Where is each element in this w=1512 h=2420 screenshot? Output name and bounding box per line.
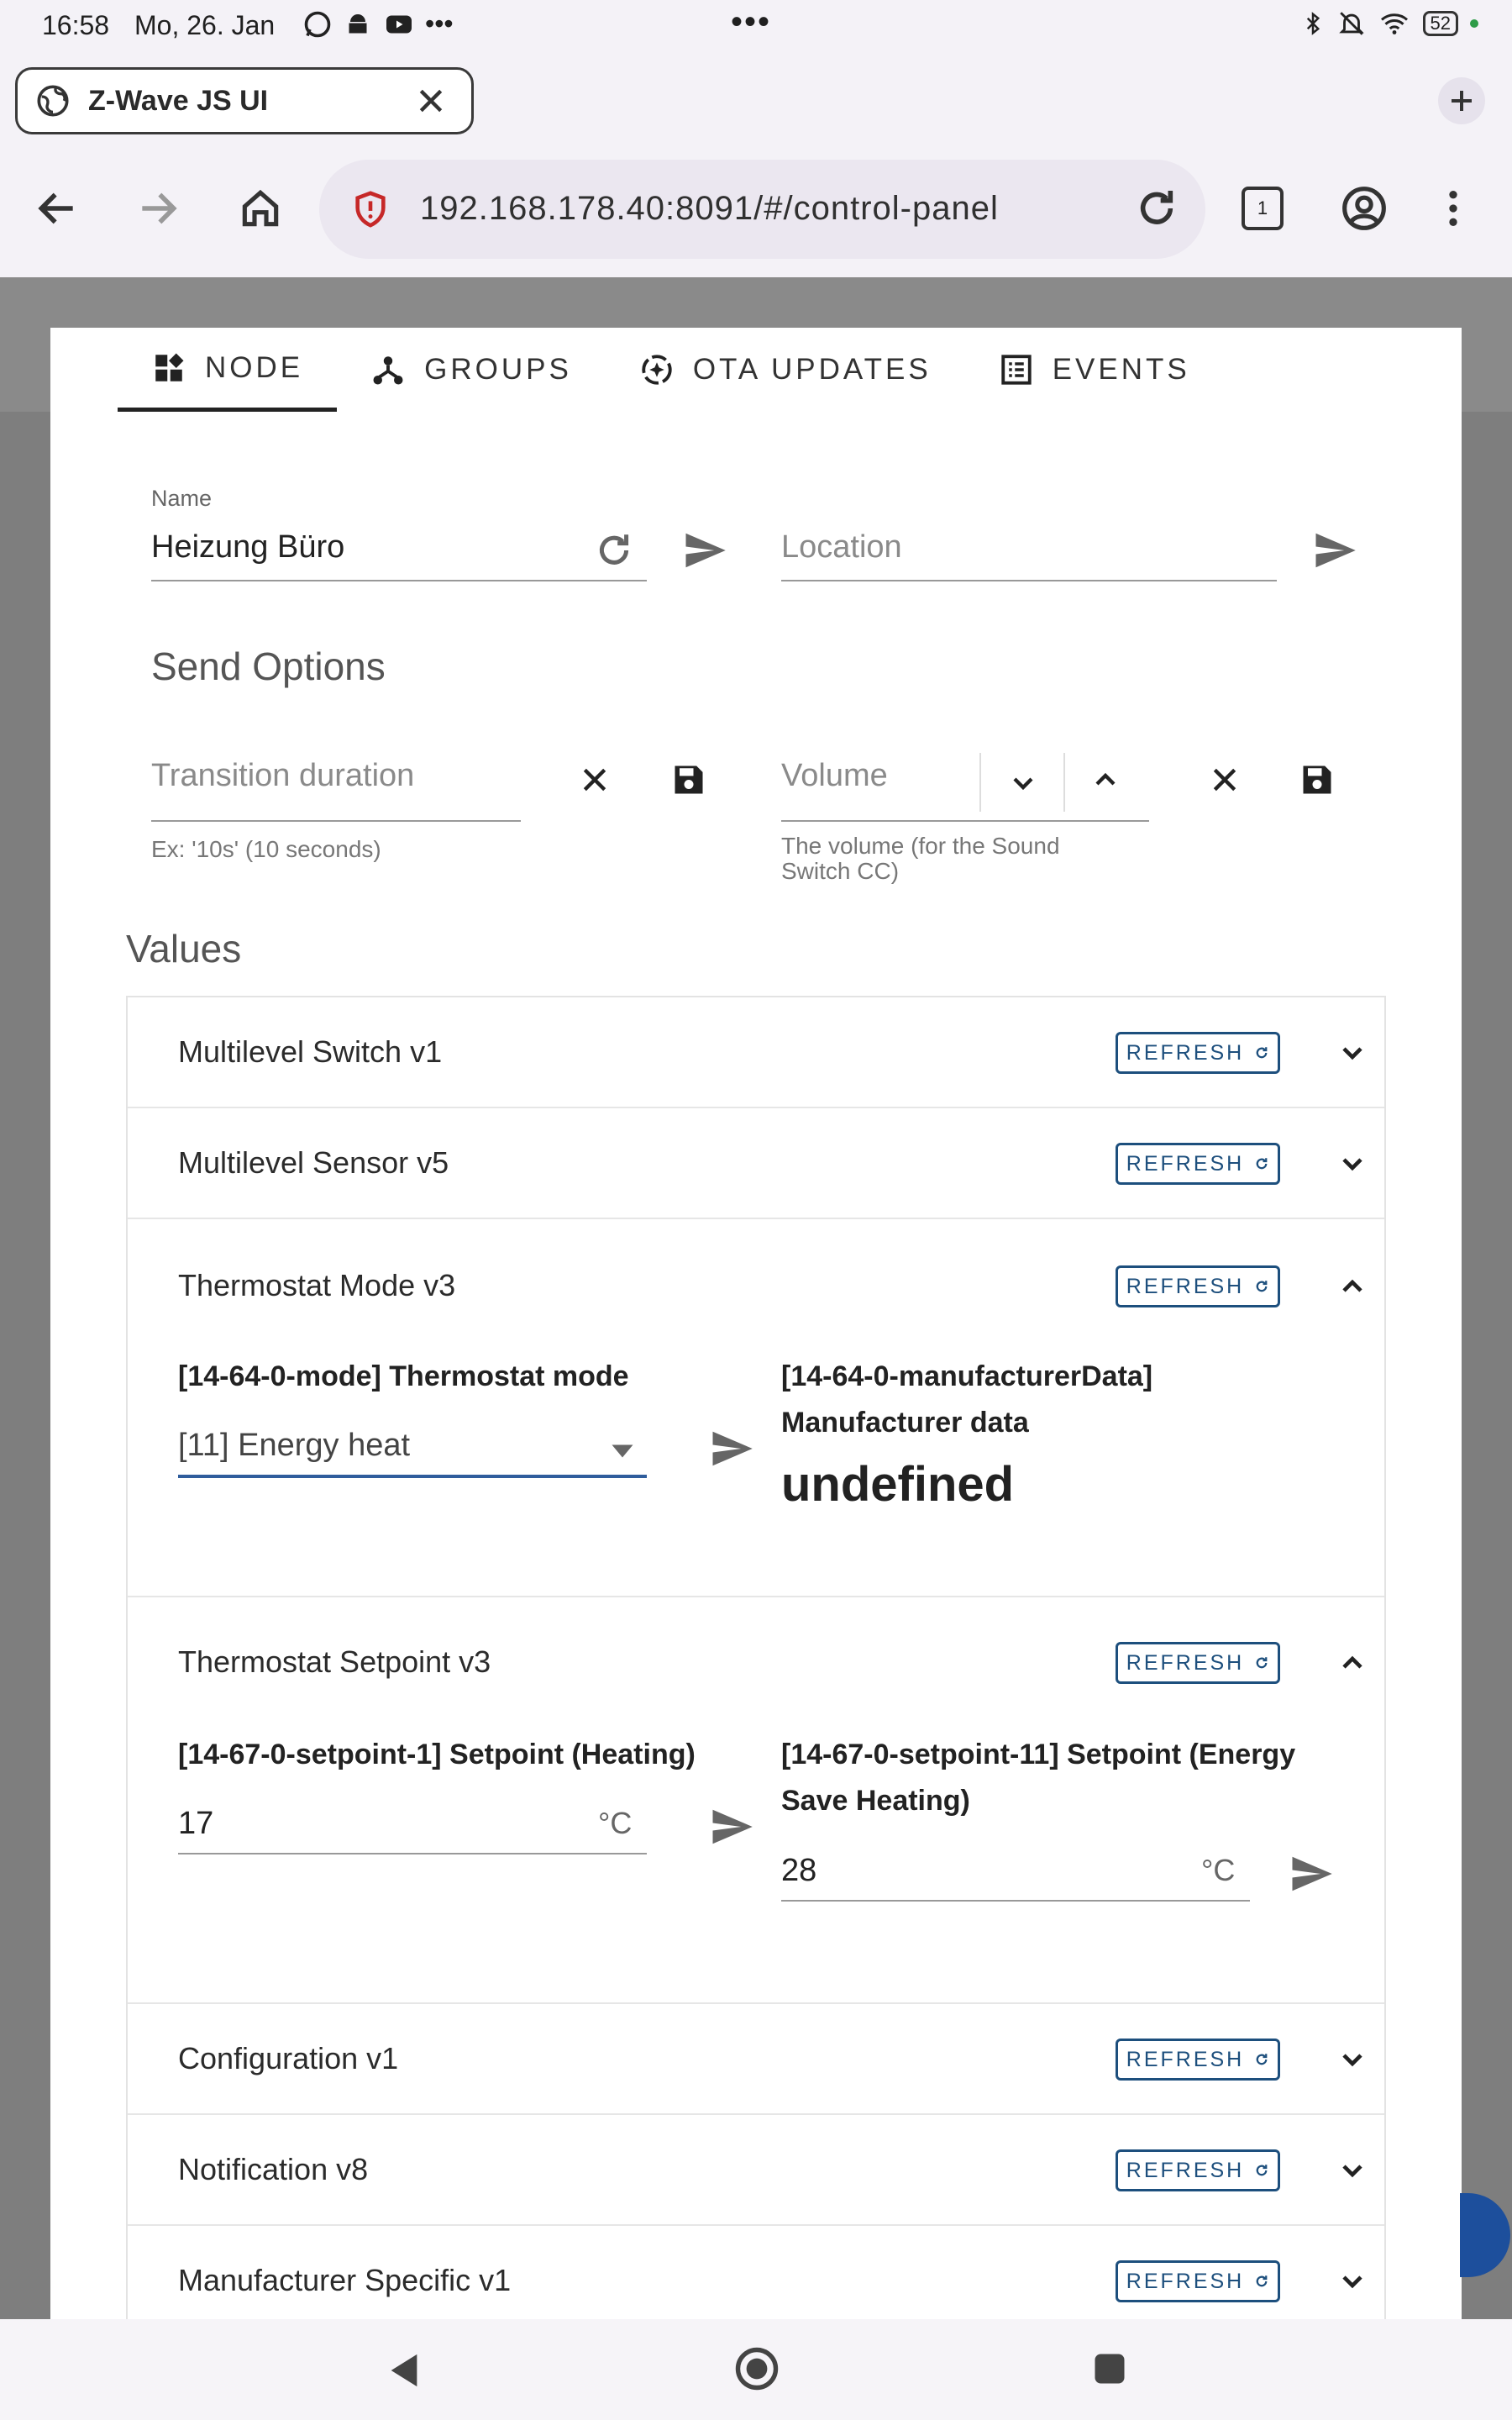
panel-title[interactable]: Thermostat Setpoint v3 [178, 1644, 491, 1679]
globe-icon [36, 84, 70, 118]
account-icon[interactable] [1341, 185, 1388, 232]
panel-thermostat-setpoint [128, 1597, 1384, 2004]
tab-count-button[interactable]: 1 [1242, 187, 1284, 230]
update-sparkle-icon [639, 352, 675, 387]
refresh-label: REFRESH [1126, 2047, 1245, 2071]
refresh-label: REFRESH [1126, 1274, 1245, 1298]
refresh-icon [1254, 1156, 1269, 1171]
tab-groups[interactable] [337, 328, 606, 412]
overflow-menu-icon[interactable] [1430, 185, 1477, 232]
refresh-label: REFRESH [1126, 2269, 1245, 2293]
setpoint-energy-save-label: [14-67-0-setpoint-11] Setpoint (Energy [781, 1739, 1296, 1770]
tab-events[interactable] [965, 328, 1224, 412]
chevron-down-icon[interactable] [1336, 1036, 1369, 1070]
refresh-button[interactable] [1116, 2039, 1280, 2081]
manufacturer-data-value: undefined [781, 1457, 1015, 1512]
more-icon: ••• [425, 8, 454, 39]
nav-back-icon[interactable] [385, 2349, 423, 2391]
setpoint-heating-input[interactable]: 17 [178, 1806, 214, 1841]
muted-bell-icon [1337, 8, 1366, 39]
shield-warning-icon[interactable] [351, 190, 390, 229]
battery-icon: 52 [1423, 11, 1458, 36]
manufacturer-data-label: Manufacturer data [781, 1407, 1029, 1439]
notification-icons [302, 8, 454, 39]
android-icon [343, 9, 373, 39]
panel-configuration[interactable] [128, 2004, 1384, 2115]
setpoint-energy-save-underline [781, 1900, 1250, 1902]
reset-icon[interactable] [593, 529, 635, 571]
panel-title: Multilevel Sensor v5 [178, 1145, 449, 1180]
tab-events-label: EVENTS [1052, 353, 1190, 386]
hub-icon [370, 352, 406, 387]
chevron-down-icon[interactable] [1336, 2154, 1369, 2187]
bluetooth-icon [1300, 8, 1326, 39]
panel-title: Notification v8 [178, 2152, 369, 2186]
values-title: Values [126, 927, 242, 971]
refresh-button[interactable] [1116, 1642, 1280, 1684]
thermostat-mode-underline [178, 1475, 647, 1478]
dropdown-arrow-icon[interactable] [610, 1443, 635, 1460]
transition-hint: Ex: '10s' (10 seconds) [151, 836, 381, 862]
refresh-button[interactable] [1116, 1265, 1280, 1307]
whatsapp-icon [302, 9, 333, 39]
plus-icon [1448, 87, 1475, 114]
refresh-icon [1254, 2274, 1269, 2289]
refresh-label: REFRESH [1126, 1040, 1245, 1065]
name-underline [151, 580, 647, 581]
send-options-title: Send Options [151, 644, 386, 688]
charging-dot-icon [1470, 19, 1478, 28]
refresh-icon [1254, 1279, 1269, 1294]
status-date: Mo, 26. Jan [134, 10, 276, 40]
reload-icon[interactable] [1133, 185, 1180, 232]
name-field[interactable]: Heizung Büro [151, 529, 345, 565]
refresh-button[interactable] [1116, 2149, 1280, 2191]
tab-groups-label: GROUPS [424, 353, 572, 386]
chevron-up-icon[interactable] [1336, 1270, 1369, 1303]
node-dialog [50, 328, 1462, 2319]
refresh-label: REFRESH [1126, 1650, 1245, 1675]
name-field-label: Name [151, 486, 213, 511]
tab-ota-updates[interactable] [606, 328, 965, 412]
list-box-icon [999, 352, 1034, 387]
thermostat-mode-label: [14-64-0-mode] Thermostat mode [178, 1360, 629, 1392]
youtube-icon [383, 9, 415, 39]
status-time: 16:58 [42, 10, 110, 40]
send-mode-icon[interactable] [707, 1426, 756, 1471]
setpoint-energy-save-unit: °C [1201, 1853, 1236, 1887]
refresh-icon [1254, 1045, 1269, 1060]
thermostat-mode-select[interactable]: [11] Energy heat [178, 1428, 411, 1463]
clear-volume-icon[interactable] [1208, 763, 1242, 797]
navigation-bar [0, 2319, 1512, 2420]
volume-divider-2 [1063, 753, 1065, 812]
nav-home-icon[interactable] [734, 2346, 780, 2391]
manufacturer-data-id: [14-64-0-manufacturerData] [781, 1360, 1153, 1392]
volume-field[interactable]: Volume [781, 758, 888, 793]
chevron-up-icon[interactable] [1089, 763, 1122, 797]
panel-title: Multilevel Switch v1 [178, 1034, 443, 1069]
send-name-icon[interactable] [680, 528, 729, 573]
refresh-label: REFRESH [1126, 1151, 1245, 1176]
panel-manufacturer-specific[interactable] [128, 2226, 1384, 2319]
panel-multilevel-sensor[interactable] [128, 1108, 1384, 1219]
refresh-button[interactable] [1116, 2260, 1280, 2302]
panel-thermostat-mode [128, 1219, 1384, 1597]
new-tab-button[interactable] [1438, 77, 1485, 124]
chevron-down-icon[interactable] [1006, 766, 1040, 800]
tab-ota-label: OTA UPDATES [692, 353, 932, 386]
back-arrow-icon[interactable] [34, 185, 81, 232]
window-menu-dots-icon[interactable]: ••• [731, 3, 772, 40]
close-icon[interactable] [414, 84, 448, 118]
chevron-up-icon[interactable] [1336, 1646, 1369, 1680]
system-icons [1300, 8, 1478, 39]
panel-title[interactable]: Thermostat Mode v3 [178, 1268, 456, 1302]
chevron-down-icon[interactable] [1336, 2043, 1369, 2076]
nav-recents-icon[interactable] [1092, 2351, 1127, 2386]
address-bar[interactable] [319, 160, 1205, 259]
refresh-label: REFRESH [1126, 2158, 1245, 2182]
clear-transition-icon[interactable] [578, 763, 612, 797]
refresh-icon [1254, 2163, 1269, 2178]
panel-title: Manufacturer Specific v1 [178, 2263, 512, 2297]
widgets-icon [151, 350, 186, 386]
browser-tab[interactable] [15, 67, 474, 134]
chevron-down-icon[interactable] [1336, 2265, 1369, 2298]
refresh-button[interactable] [1116, 1143, 1280, 1185]
transition-duration-field[interactable]: Transition duration [151, 758, 415, 793]
tab-node-label: NODE [205, 350, 304, 384]
location-underline [781, 580, 1277, 581]
location-field[interactable]: Location [781, 529, 902, 565]
panel-multilevel-switch[interactable] [128, 997, 1384, 1108]
refresh-icon [1254, 1655, 1269, 1670]
volume-underline [781, 820, 1149, 822]
panel-title: Configuration v1 [178, 2041, 399, 2075]
setpoint-heating-unit: °C [598, 1806, 633, 1840]
panel-notification[interactable] [128, 2115, 1384, 2226]
status-bar [0, 0, 1512, 54]
setpoint-heating-underline [178, 1853, 647, 1854]
refresh-icon [1254, 2052, 1269, 2067]
tab-node[interactable] [118, 328, 337, 412]
volume-divider [979, 753, 981, 812]
tab-title: Z-Wave JS UI [88, 84, 269, 117]
save-volume-icon[interactable] [1299, 761, 1336, 798]
setpoint-energy-save-label-2: Save Heating) [781, 1785, 970, 1817]
send-setpoint-energy-save-icon[interactable] [1287, 1851, 1336, 1897]
home-icon[interactable] [237, 185, 284, 232]
chevron-down-icon[interactable] [1336, 1147, 1369, 1181]
save-transition-icon[interactable] [670, 761, 707, 798]
url-text[interactable]: 192.168.178.40:8091/#/control-panel [420, 190, 999, 227]
transition-underline [151, 820, 521, 822]
refresh-button[interactable] [1116, 1032, 1280, 1074]
volume-hint: The volume (for the Sound Switch CC) [781, 833, 1060, 884]
setpoint-heating-label: [14-67-0-setpoint-1] Setpoint (Heating) [178, 1739, 696, 1770]
send-setpoint-heating-icon[interactable] [707, 1804, 756, 1849]
values-panels [126, 996, 1386, 2319]
setpoint-energy-save-input[interactable]: 28 [781, 1853, 817, 1888]
send-location-icon[interactable] [1310, 528, 1359, 573]
dialog-tabs [118, 328, 1224, 415]
forward-arrow-icon[interactable] [134, 185, 181, 232]
wifi-icon [1378, 8, 1411, 39]
